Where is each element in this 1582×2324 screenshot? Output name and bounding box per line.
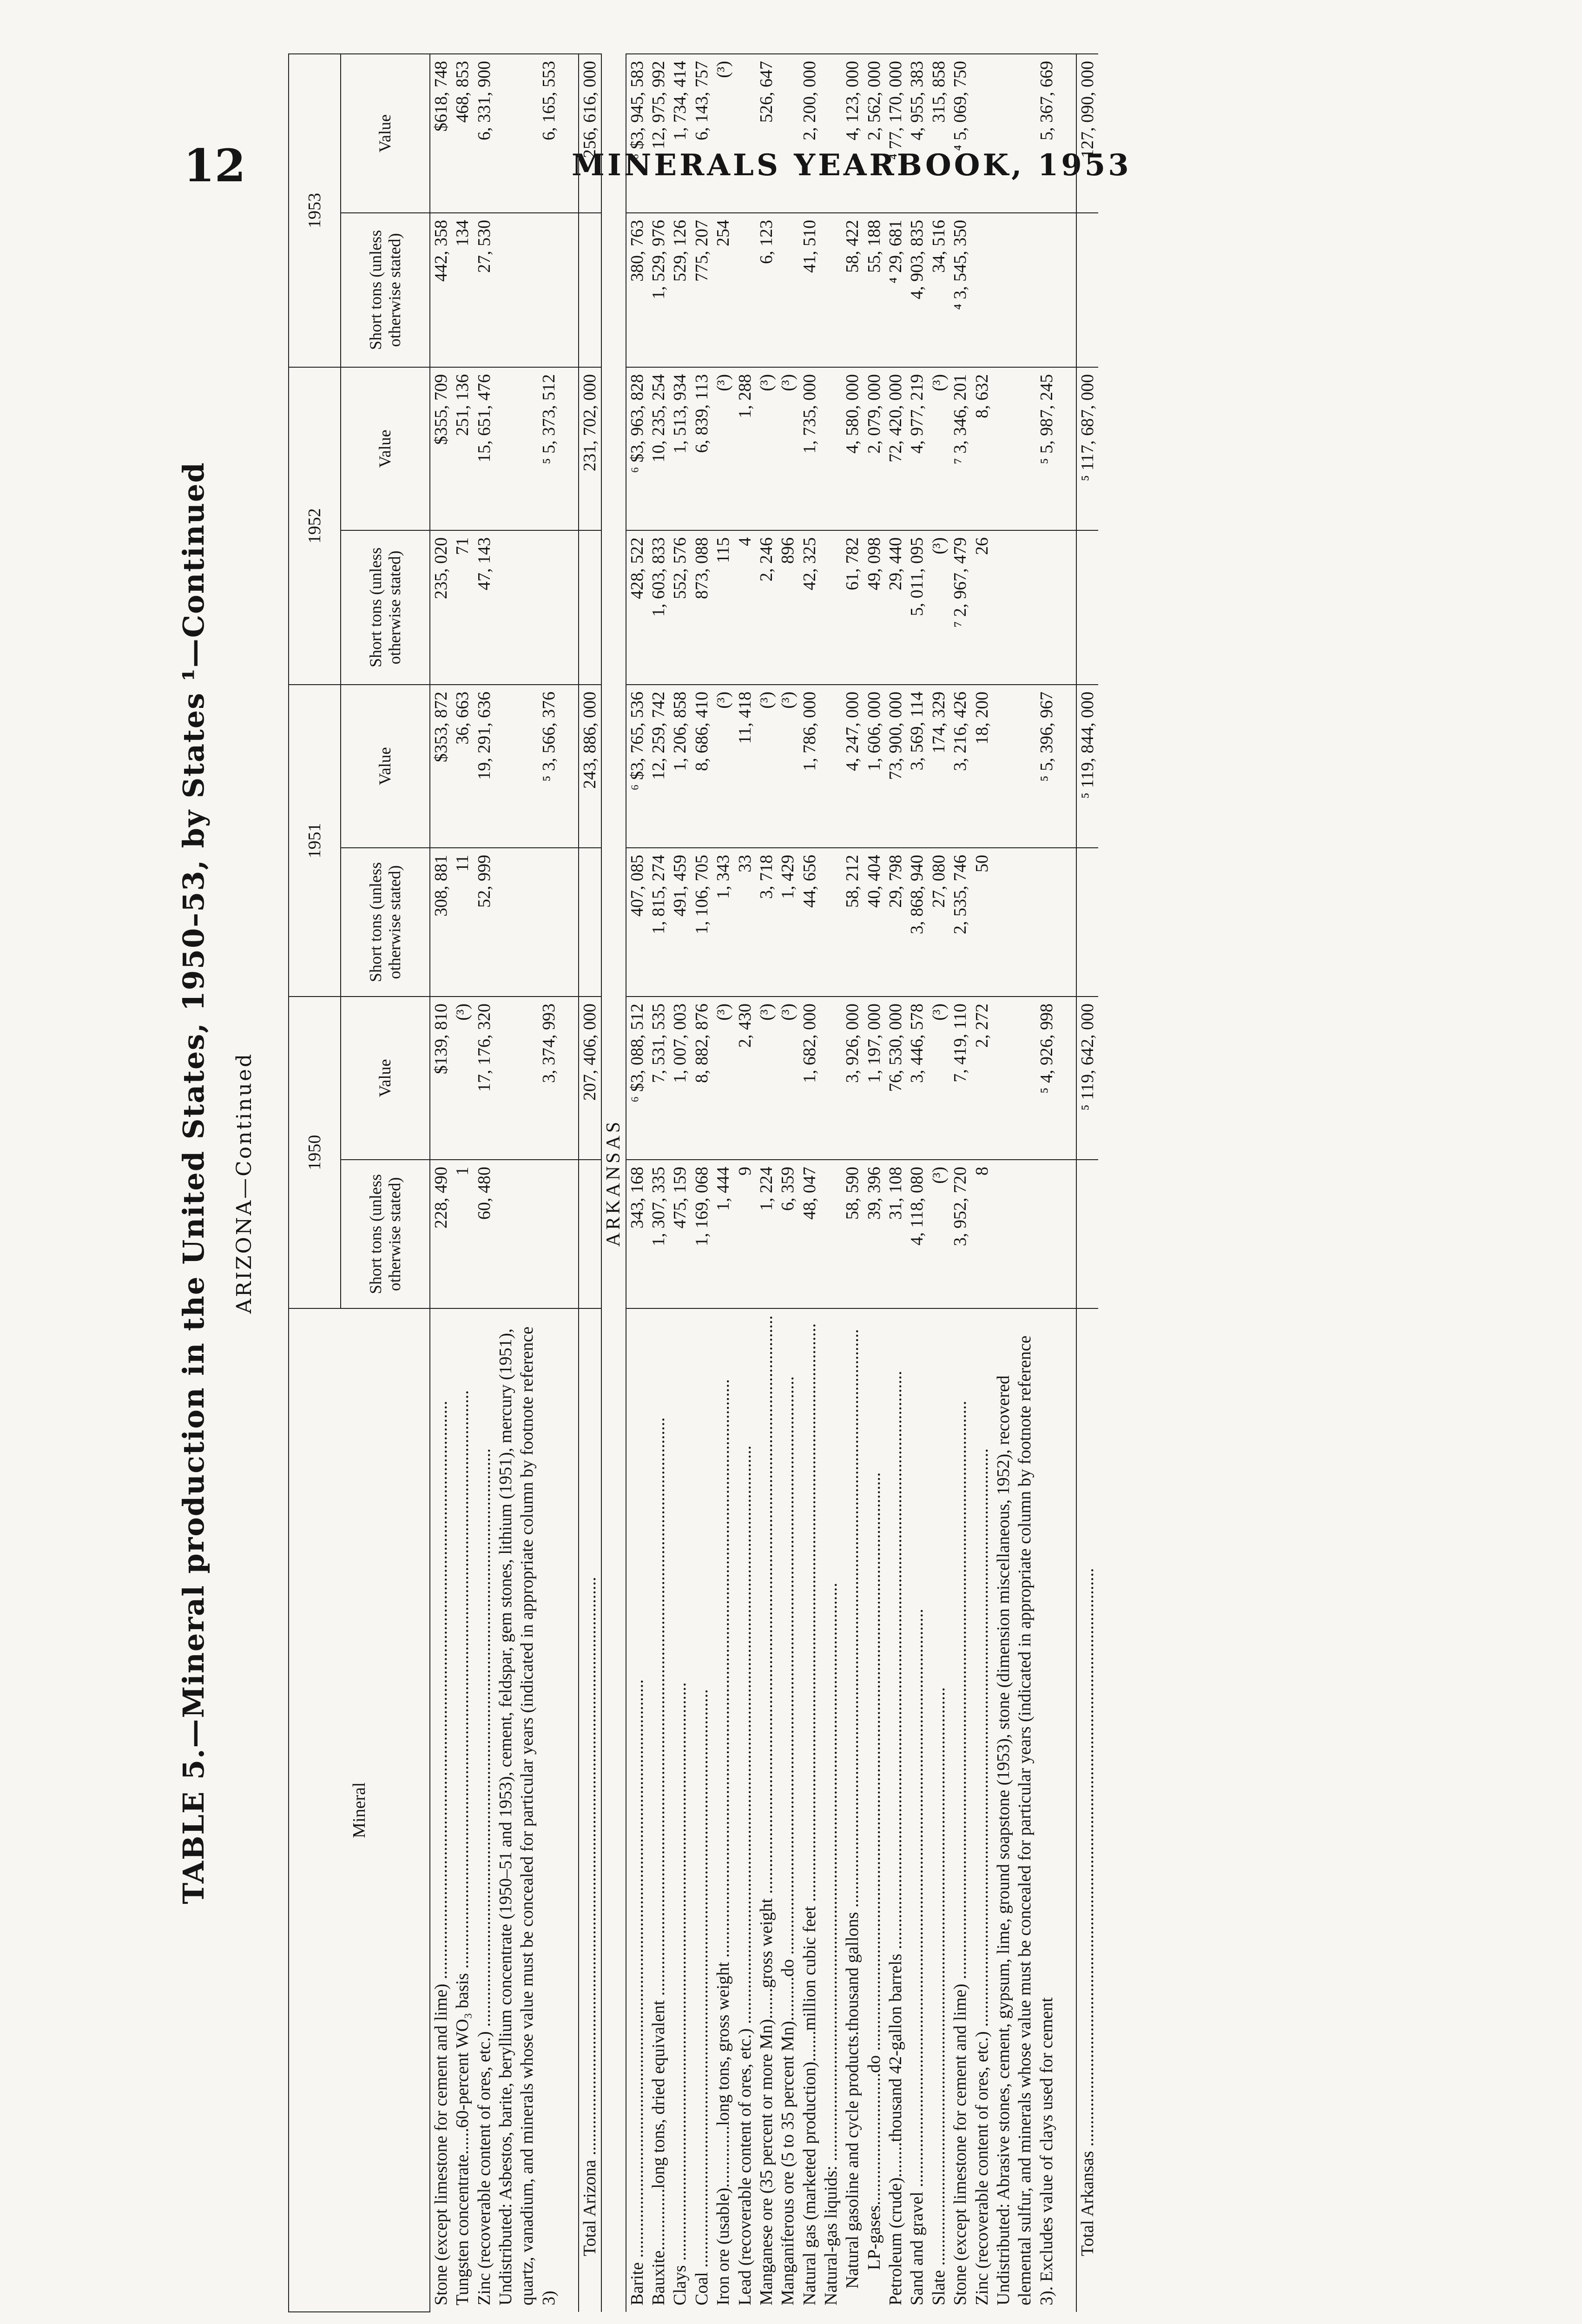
arkansas-rows: [626, 54, 1099, 2312]
mineral-cell: [906, 1308, 928, 2312]
table-row: [820, 54, 842, 2312]
mineral-name: Tungsten concentrate......60-percent WO₃ basis .....: [452, 1315, 473, 2305]
quantity-cell: [820, 1160, 842, 1308]
spacer-row: [1057, 54, 1076, 2312]
quantity-cell: 39, 396: [864, 1160, 885, 1308]
quantity-cell: 775, 207: [691, 213, 712, 367]
quantity-cell: 380, 763: [626, 213, 648, 367]
mineral-name: Coal .....: [691, 1315, 712, 2305]
mineral-cell: [452, 1308, 473, 2312]
mineral-cell: [993, 1308, 1057, 2312]
value-cell: $618, 748: [430, 54, 452, 213]
quantity-cell: 34, 516: [928, 213, 949, 367]
value-cell: 2, 079, 000: [864, 367, 885, 530]
mineral-name: Lead (recoverable content of ores, etc.) .....: [734, 1315, 756, 2305]
quantity-cell: 31, 108: [885, 1160, 906, 1308]
value-cell: ⁵ 5, 373, 512: [495, 367, 560, 530]
quantity-cell: 61, 782: [842, 530, 863, 685]
value-cell: (³): [777, 685, 798, 848]
value-cell: 3, 446, 578: [906, 997, 928, 1160]
quantity-cell: 1, 429: [777, 848, 798, 997]
value-cell: 2, 200, 000: [799, 54, 820, 213]
quantity-cell: ⁴ 3, 545, 350: [949, 213, 971, 367]
table-row: [626, 54, 648, 2312]
total-label: Total Arkansas .....: [1077, 1315, 1098, 2256]
arizona-rows: [430, 54, 601, 2312]
value-cell: 2, 272: [971, 997, 993, 1160]
quantity-cell: [820, 848, 842, 997]
value-cell: 251, 136: [452, 367, 473, 530]
mineral-cell: [495, 1308, 560, 2312]
quantity-cell: [993, 213, 1057, 367]
total-quantity-cell: [579, 1160, 601, 1308]
value-cell: (³): [777, 367, 798, 530]
quantity-cell: 60, 480: [474, 1160, 495, 1308]
value-header: Value: [341, 685, 430, 848]
value-cell: 72, 420, 000: [885, 367, 906, 530]
quantity-cell: 3, 718: [756, 848, 777, 997]
mineral-name: Manganese ore (35 percent or more Mn).......gross weight .....: [756, 1315, 777, 2305]
value-cell: $355, 709: [430, 367, 452, 530]
total-value-cell: 243, 886, 000: [579, 685, 601, 848]
running-head: MINERALS YEARBOOK, 1953: [572, 148, 1132, 183]
quantity-cell: 4, 903, 835: [906, 213, 928, 367]
total-value-cell: 256, 616, 000: [579, 54, 601, 213]
quantity-cell: 5, 011, 095: [906, 530, 928, 685]
value-cell: ⁵ 5, 987, 245: [993, 367, 1057, 530]
quantity-cell: 6, 359: [777, 1160, 798, 1308]
value-cell: 1, 007, 003: [669, 997, 691, 1160]
quantity-cell: 1, 444: [712, 1160, 734, 1308]
value-cell: 12, 259, 742: [648, 685, 669, 848]
value-cell: 11, 418: [734, 685, 756, 848]
value-cell: 6, 839, 113: [691, 367, 712, 530]
value-cell: 526, 647: [756, 54, 777, 213]
value-cell: 36, 663: [452, 685, 473, 848]
value-cell: 5, 367, 669: [993, 54, 1057, 213]
value-cell: (³): [756, 997, 777, 1160]
value-header: Value: [341, 997, 430, 1160]
quantity-cell: 1: [452, 1160, 473, 1308]
value-cell: 8, 686, 410: [691, 685, 712, 848]
table-row: [842, 54, 863, 2312]
rotated-table-block: [167, 53, 1422, 2312]
table-title: TABLE 5.—Mineral production in the United States, 1950–53, by States ¹—Continued: [177, 462, 211, 1904]
total-value-cell: 127, 090, 000: [1076, 54, 1098, 213]
mineral-cell: [474, 1308, 495, 2312]
state-subtitle-arizona: ARIZONA—Continued: [232, 1052, 256, 1314]
value-cell: (³): [712, 367, 734, 530]
quantity-cell: 8: [971, 1160, 993, 1308]
quantity-cell: [993, 530, 1057, 685]
value-cell: ⁴ 77, 170, 000: [885, 54, 906, 213]
table-row: [799, 54, 820, 2312]
value-cell: 1, 206, 858: [669, 685, 691, 848]
table-row: [691, 54, 712, 2312]
table-row: [949, 54, 971, 2312]
value-cell: 4, 580, 000: [842, 367, 863, 530]
mineral-name: Natural-gas liquids: .....: [820, 1315, 842, 2305]
value-cell: 17, 176, 320: [474, 997, 495, 1160]
mineral-name: Bauxite..............long tons, dried equivalent .....: [648, 1315, 669, 2305]
total-value-cell: ⁵ 119, 642, 000: [1076, 997, 1098, 1160]
value-cell: 315, 858: [928, 54, 949, 213]
quantity-cell: 47, 143: [474, 530, 495, 685]
value-cell: 174, 329: [928, 685, 949, 848]
total-value-cell: 231, 702, 000: [579, 367, 601, 530]
total-label: Total Arizona .....: [579, 1315, 600, 2256]
year-header-1950: 1950: [289, 997, 341, 1308]
quantity-cell: 1, 603, 833: [648, 530, 669, 685]
quantity-cell: 40, 404: [864, 848, 885, 997]
quantity-cell: [777, 213, 798, 367]
year-header-1952: 1952: [289, 367, 341, 685]
quantity-cell: 11: [452, 848, 473, 997]
quantity-cell: 1, 106, 705: [691, 848, 712, 997]
value-cell: [820, 54, 842, 213]
value-cell: ⁶ $3, 088, 512: [626, 997, 648, 1160]
value-cell: 8, 882, 876: [691, 997, 712, 1160]
mineral-cell: [842, 1308, 863, 2312]
value-cell: (³): [928, 997, 949, 1160]
value-cell: 1, 786, 000: [799, 685, 820, 848]
value-cell: 1, 735, 000: [799, 367, 820, 530]
quantity-cell: 475, 159: [669, 1160, 691, 1308]
value-cell: 3, 216, 426: [949, 685, 971, 848]
quantity-cell: 55, 188: [864, 213, 885, 367]
value-cell: [734, 54, 756, 213]
mineral-name: Undistributed: Abrasive stones, cement, gypsum, lime, ground soapstone (1953), stone (dimension miscellaneous, 1952), recovered elemental sulfur, and minerals whose value must be concealed for particular years (indicated in appropriate column by footnote reference 3). Excludes value of clays used for cement: [993, 1335, 1056, 2305]
quantity-cell: 58, 212: [842, 848, 863, 997]
short-tons-header: Short tons (unless otherwise stated): [341, 213, 430, 367]
value-cell: [971, 54, 993, 213]
total-quantity-cell: [1076, 848, 1098, 997]
total-value-cell: 207, 406, 000: [579, 997, 601, 1160]
value-cell: 2, 430: [734, 997, 756, 1160]
value-cell: ⁷ 3, 346, 201: [949, 367, 971, 530]
quantity-cell: ⁷ 2, 967, 479: [949, 530, 971, 685]
total-row: [579, 54, 601, 2312]
quantity-cell: 4, 118, 080: [906, 1160, 928, 1308]
mineral-cell: [885, 1308, 906, 2312]
value-cell: 18, 200: [971, 685, 993, 848]
quantity-cell: 27, 080: [928, 848, 949, 997]
value-cell: [820, 367, 842, 530]
quantity-cell: 428, 522: [626, 530, 648, 685]
mineral-cell: [626, 1308, 648, 2312]
quantity-cell: 2, 246: [756, 530, 777, 685]
value-cell: (³): [712, 997, 734, 1160]
total-value-cell: ⁵ 119, 844, 000: [1076, 685, 1098, 848]
quantity-cell: 6, 123: [756, 213, 777, 367]
quantity-cell: 58, 590: [842, 1160, 863, 1308]
value-cell: [820, 997, 842, 1160]
table-row: [474, 54, 495, 2312]
table-row: [864, 54, 885, 2312]
value-header: Value: [341, 54, 430, 213]
value-cell: ⁶ $3, 945, 583: [626, 54, 648, 213]
table-row: [993, 54, 1057, 2312]
quantity-cell: 896: [777, 530, 798, 685]
value-cell: ⁵ 4, 926, 998: [993, 997, 1057, 1160]
total-quantity-cell: [1076, 530, 1098, 685]
quantity-cell: 29, 440: [885, 530, 906, 685]
quantity-cell: 1, 224: [756, 1160, 777, 1308]
value-cell: (³): [756, 367, 777, 530]
quantity-cell: 41, 510: [799, 213, 820, 367]
value-header: Value: [341, 367, 430, 530]
quantity-cell: 26: [971, 530, 993, 685]
mineral-production-table: [288, 53, 1098, 2312]
table-row: [928, 54, 949, 2312]
value-cell: [820, 685, 842, 848]
total-quantity-cell: [1076, 213, 1098, 367]
value-cell: 12, 975, 992: [648, 54, 669, 213]
quantity-cell: (³): [928, 530, 949, 685]
value-cell: 8, 632: [971, 367, 993, 530]
table-row: [648, 54, 669, 2312]
quantity-cell: 552, 576: [669, 530, 691, 685]
quantity-cell: [495, 213, 560, 367]
table-row: [777, 54, 798, 2312]
value-cell: 7, 531, 535: [648, 997, 669, 1160]
quantity-cell: 48, 047: [799, 1160, 820, 1308]
mineral-name: Stone (except limestone for cement and lime) .....: [949, 1315, 971, 2305]
quantity-cell: 4: [734, 530, 756, 685]
value-cell: ⁴ 5, 069, 750: [949, 54, 971, 213]
value-cell: 3, 374, 993: [495, 997, 560, 1160]
year-header-1951: 1951: [289, 685, 341, 997]
table-row: [906, 54, 928, 2312]
mineral-cell: [648, 1308, 669, 2312]
quantity-cell: 27, 530: [474, 213, 495, 367]
mineral-cell: [756, 1308, 777, 2312]
page-number: 12: [184, 139, 246, 192]
table-row: [756, 54, 777, 2312]
table-row: [971, 54, 993, 2312]
value-cell: 4, 955, 383: [906, 54, 928, 213]
quantity-cell: [495, 1160, 560, 1308]
value-cell: 10, 235, 254: [648, 367, 669, 530]
short-tons-header: Short tons (unless otherwise stated): [341, 848, 430, 997]
mineral-name: Stone (except limestone for cement and lime) .....: [430, 1315, 452, 2305]
mineral-name: Undistributed: Asbestos, barite, beryllium concentrate (1950–51 and 1953), cement, feldspar, gem stones, lithium (1951), mercury (1951), quartz, vanadium, and minerals whose value must be concealed for particular years (indicated in appropriate column by footnote reference 3): [496, 1326, 559, 2305]
quantity-cell: 343, 168: [626, 1160, 648, 1308]
quantity-cell: 235, 020: [430, 530, 452, 685]
quantity-cell: [495, 530, 560, 685]
short-tons-header: Short tons (unless otherwise stated): [341, 530, 430, 685]
quantity-cell: 873, 088: [691, 530, 712, 685]
mineral-name: Iron ore (usable)..............long tons, gross weight .....: [712, 1315, 734, 2305]
mineral-header: Mineral: [289, 1308, 430, 2312]
quantity-cell: 134: [452, 213, 473, 367]
mineral-name: Zinc (recoverable content of ores, etc.) .....: [474, 1315, 495, 2305]
quantity-cell: [820, 213, 842, 367]
value-cell: 6, 331, 900: [474, 54, 495, 213]
mineral-name: Natural gasoline and cycle products.thousand gallons .....: [842, 1315, 863, 2289]
value-cell: 1, 734, 414: [669, 54, 691, 213]
table-row: [712, 54, 734, 2312]
value-cell: 3, 569, 114: [906, 685, 928, 848]
value-cell: (³): [928, 367, 949, 530]
value-cell: 6, 165, 553: [495, 54, 560, 213]
quantity-cell: 52, 999: [474, 848, 495, 997]
quantity-cell: 254: [712, 213, 734, 367]
quantity-cell: (³): [928, 1160, 949, 1308]
quantity-cell: 58, 422: [842, 213, 863, 367]
mineral-name: LP-gases..............................do .....: [864, 1315, 885, 2270]
value-cell: 4, 247, 000: [842, 685, 863, 848]
mineral-name: Natural gas (marketed production).......million cubic feet .....: [799, 1315, 820, 2305]
quantity-cell: 1, 815, 274: [648, 848, 669, 997]
total-quantity-cell: [579, 213, 601, 367]
value-cell: (³): [777, 997, 798, 1160]
mineral-cell: [820, 1308, 842, 2312]
value-cell: (³): [756, 685, 777, 848]
table-row: [452, 54, 473, 2312]
mineral-cell: [971, 1308, 993, 2312]
quantity-cell: 1, 307, 335: [648, 1160, 669, 1308]
total-quantity-cell: [579, 530, 601, 685]
quantity-cell: [820, 530, 842, 685]
value-cell: 73, 900, 000: [885, 685, 906, 848]
mineral-cell: [949, 1308, 971, 2312]
mineral-cell: [430, 1308, 452, 2312]
quantity-cell: [971, 213, 993, 367]
quantity-cell: 44, 656: [799, 848, 820, 997]
quantity-cell: 3, 952, 720: [949, 1160, 971, 1308]
state-heading-arkansas: ARKANSAS: [601, 54, 626, 2312]
value-cell: 4, 123, 000: [842, 54, 863, 213]
quantity-cell: 2, 535, 746: [949, 848, 971, 997]
short-tons-header: Short tons (unless otherwise stated): [341, 1160, 430, 1308]
quantity-cell: 228, 490: [430, 1160, 452, 1308]
quantity-cell: 49, 098: [864, 530, 885, 685]
value-cell: 1, 288: [734, 367, 756, 530]
table-row: [430, 54, 452, 2312]
value-cell: 15, 651, 476: [474, 367, 495, 530]
value-cell: 2, 562, 000: [864, 54, 885, 213]
mineral-name: Slate .....: [928, 1315, 949, 2305]
quantity-cell: 308, 881: [430, 848, 452, 997]
value-cell: 76, 530, 000: [885, 997, 906, 1160]
table-row: [734, 54, 756, 2312]
mineral-cell: [799, 1308, 820, 2312]
value-cell: 19, 291, 636: [474, 685, 495, 848]
quantity-cell: 407, 085: [626, 848, 648, 997]
quantity-cell: 42, 325: [799, 530, 820, 685]
mineral-cell: [691, 1308, 712, 2312]
quantity-cell: 529, 126: [669, 213, 691, 367]
value-cell: 1, 682, 000: [799, 997, 820, 1160]
total-quantity-cell: [579, 848, 601, 997]
value-cell: 3, 926, 000: [842, 997, 863, 1160]
mineral-cell: [669, 1308, 691, 2312]
value-cell: (³): [712, 685, 734, 848]
quantity-cell: 3, 868, 940: [906, 848, 928, 997]
value-cell: ⁶ $3, 963, 828: [626, 367, 648, 530]
value-cell: ⁵ 5, 396, 967: [993, 685, 1057, 848]
quantity-cell: [993, 848, 1057, 997]
mineral-name: Clays .....: [669, 1315, 691, 2305]
value-cell: (³): [712, 54, 734, 213]
quantity-cell: 29, 798: [885, 848, 906, 997]
spacer-row: [560, 54, 579, 2312]
quantity-cell: 1, 169, 068: [691, 1160, 712, 1308]
quantity-cell: 1, 343: [712, 848, 734, 997]
value-cell: 1, 513, 934: [669, 367, 691, 530]
quantity-cell: 115: [712, 530, 734, 685]
value-cell: 1, 606, 000: [864, 685, 885, 848]
value-cell: 7, 419, 110: [949, 997, 971, 1160]
quantity-cell: [495, 848, 560, 997]
total-row: [1076, 54, 1098, 2312]
mineral-name: Barite .....: [626, 1315, 648, 2305]
value-cell: [777, 54, 798, 213]
quantity-cell: [993, 1160, 1057, 1308]
mineral-cell: [928, 1308, 949, 2312]
mineral-name: Petroleum (crude)........thousand 42-gallon barrels .....: [885, 1315, 906, 2305]
total-value-cell: ⁵ 117, 687, 000: [1076, 367, 1098, 530]
table-row: [669, 54, 691, 2312]
value-cell: ⁶ $3, 765, 536: [626, 685, 648, 848]
quantity-cell: 50: [971, 848, 993, 997]
quantity-cell: 71: [452, 530, 473, 685]
year-header-1953: 1953: [289, 54, 341, 367]
value-cell: 468, 853: [452, 54, 473, 213]
mineral-cell: [777, 1308, 798, 2312]
value-cell: 1, 197, 000: [864, 997, 885, 1160]
total-quantity-cell: [1076, 1160, 1098, 1308]
table-row: [885, 54, 906, 2312]
value-cell: $139, 810: [430, 997, 452, 1160]
value-cell: 4, 977, 219: [906, 367, 928, 530]
value-cell: ⁵ 3, 566, 376: [495, 685, 560, 848]
quantity-cell: 33: [734, 848, 756, 997]
table-row: [495, 54, 560, 2312]
mineral-cell: [734, 1308, 756, 2312]
quantity-cell: 491, 459: [669, 848, 691, 997]
value-cell: 6, 143, 757: [691, 54, 712, 213]
quantity-cell: [734, 213, 756, 367]
quantity-cell: ⁴ 29, 681: [885, 213, 906, 367]
mineral-name: Manganiferous ore (5 to 35 percent Mn)..........do .....: [777, 1315, 798, 2305]
quantity-cell: 442, 358: [430, 213, 452, 367]
quantity-cell: 1, 529, 976: [648, 213, 669, 367]
mineral-name: Sand and gravel .....: [906, 1315, 928, 2305]
mineral-name: Zinc (recoverable content of ores, etc.) .....: [971, 1315, 993, 2305]
mineral-cell: [712, 1308, 734, 2312]
mineral-cell: [864, 1308, 885, 2312]
value-cell: (³): [452, 997, 473, 1160]
quantity-cell: 9: [734, 1160, 756, 1308]
value-cell: $353, 872: [430, 685, 452, 848]
